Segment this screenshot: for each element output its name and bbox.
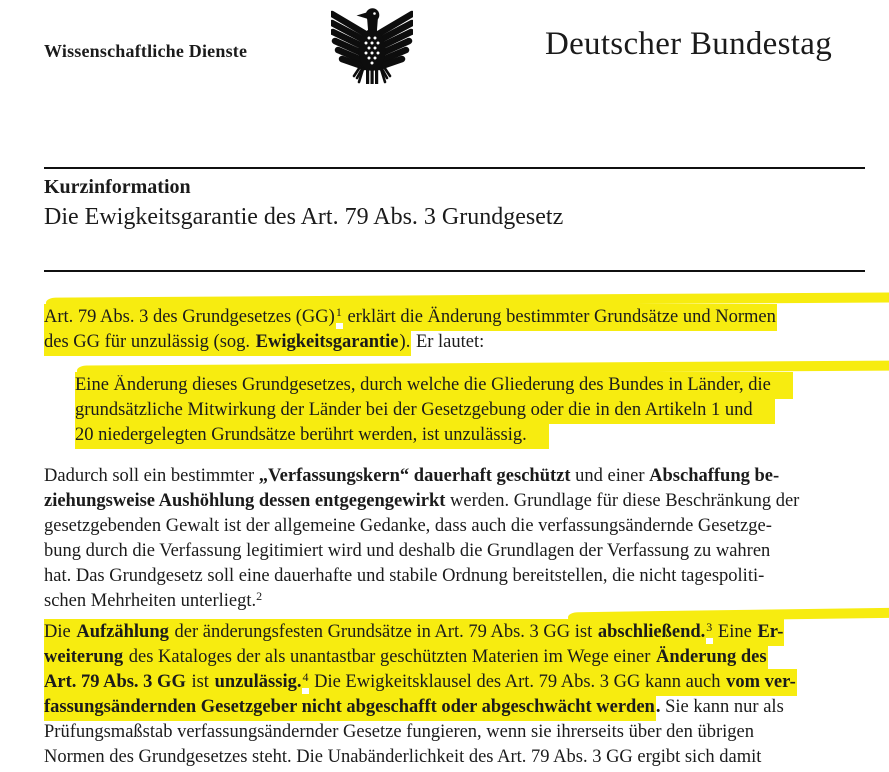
text-line	[44, 464, 889, 489]
text-line	[44, 620, 889, 645]
text-run: hat. Das Grundgesetz soll eine dauerhafte und stabile Ordnung bereitstellen, die nicht tagespoliti-	[44, 566, 765, 586]
paragraph	[44, 620, 889, 770]
footnote-marker: 3	[706, 617, 713, 638]
highlighted-text: unzulässig.	[215, 669, 303, 696]
highlighted-text: Er-	[757, 619, 784, 646]
highlighted-text: des Kataloges der als unantastbar geschützten Materien im Wege einer	[124, 644, 656, 671]
text-line	[75, 398, 889, 423]
text-run: ziehungsweise Aushöhlung dessen entgegengewirkt	[44, 491, 446, 511]
text-run: werden. Grundlage für diese Beschränkung der	[445, 491, 800, 511]
text-line	[44, 564, 889, 589]
highlighted-text: des GG für unzulässig (sog.	[44, 329, 256, 356]
highlighted-text: Aufzählung	[76, 619, 170, 646]
highlighted-text: Die Ewigkeitsklausel des Art. 79 Abs. 3 GG kann auch	[309, 669, 726, 696]
highlighted-text: der änderungsfesten Grundsätze in Art. 79 Abs. 3 GG ist	[170, 619, 598, 646]
organization-title: Deutscher Bundestag	[544, 26, 832, 62]
highlighted-text: ).	[400, 329, 412, 356]
text-line	[44, 305, 889, 330]
text-run: Normen des Grundgesetzes steht. Die Unabänderlichkeit des Art. 79 Abs. 3 GG ergibt sich damit	[44, 747, 762, 767]
text-line	[44, 695, 889, 720]
highlighted-text: 20 niedergelegten Grundsätze berührt werden, ist unzulässig.	[75, 422, 549, 449]
title-block	[44, 175, 563, 232]
highlighted-text: Art. 79 Abs. 3 GG	[44, 669, 187, 696]
text-run: Er lautet:	[411, 332, 485, 352]
highlighted-text: Die	[44, 619, 76, 646]
text-run: Prüfungsmaßstab verfassungsändernder Gesetze fungieren, wenn sie ihrerseits über den übrigen	[44, 722, 754, 742]
text-line	[75, 423, 889, 448]
paragraph	[44, 464, 889, 614]
document-subject-heading: Die Ewigkeitsgarantie des Art. 79 Abs. 3 Grundgesetz	[44, 204, 564, 230]
highlighted-text: fassungsändernden Gesetzgeber nicht abgeschafft oder abgeschwächt werden	[44, 694, 656, 721]
highlighted-text: abschließend.	[598, 619, 706, 646]
text-run: .	[655, 697, 661, 717]
highlighted-text: vom ver-	[726, 669, 797, 696]
text-line	[44, 539, 889, 564]
text-line	[44, 645, 889, 670]
document-body	[44, 305, 889, 770]
text-line	[44, 745, 889, 770]
highlighted-text: Eine	[713, 619, 757, 646]
highlighted-text: erklärt die Änderung bestimmter Grundsätze und Normen	[343, 304, 777, 331]
paragraph	[44, 305, 889, 355]
text-run: bung durch die Verfassung legitimiert wird und deshalb die Grundlagen der Verfassung zu wahren	[44, 541, 771, 561]
text-line	[44, 720, 889, 745]
bundestag-eagle-logo	[331, 6, 413, 86]
footnote-marker: 2	[256, 589, 263, 603]
text-run: „Verfassungskern“ dauerhaft geschützt	[258, 466, 571, 486]
divider-title	[44, 270, 865, 272]
text-line	[44, 489, 889, 514]
highlighted-text: grundsätzliche Mitwirkung der Länder bei der Gesetzgebung oder die in den Artikeln 1 und	[75, 397, 775, 424]
text-run: schen Mehrheiten unterliegt.	[44, 591, 257, 611]
highlighted-text: Eine Änderung dieses Grundgesetzes, durch welche die Gliederung des Bundes in Länder, die	[75, 372, 793, 399]
highlighted-text: ist	[187, 669, 215, 696]
document-type-heading: Kurzinformation	[44, 176, 191, 198]
highlighted-text: weiterung	[44, 644, 124, 671]
block-quote	[75, 373, 889, 448]
text-line	[44, 670, 889, 695]
text-run: Abschaffung be-	[649, 466, 780, 486]
text-line	[44, 330, 889, 355]
highlighted-text: Ewigkeitsgarantie	[256, 329, 400, 356]
footnote-marker: 4	[302, 667, 309, 688]
text-run: gesetzgebenden Gewalt ist der allgemeine Gedanke, dass auch die verfassungsändernde Gesetzge-	[44, 516, 772, 536]
text-run: Dadurch soll ein bestimmter	[44, 466, 259, 486]
highlighted-text: Art. 79 Abs. 3 des Grundgesetzes (GG)	[44, 304, 336, 331]
text-run: und einer	[570, 466, 650, 486]
footnote-marker: 1	[336, 302, 343, 323]
text-run: Sie kann nur als	[660, 697, 784, 717]
text-line	[44, 514, 889, 539]
department-label: Wissenschaftliche Dienste	[44, 41, 248, 61]
highlighted-text: Änderung des	[656, 644, 768, 671]
divider-top	[44, 167, 865, 169]
text-line	[75, 373, 889, 398]
